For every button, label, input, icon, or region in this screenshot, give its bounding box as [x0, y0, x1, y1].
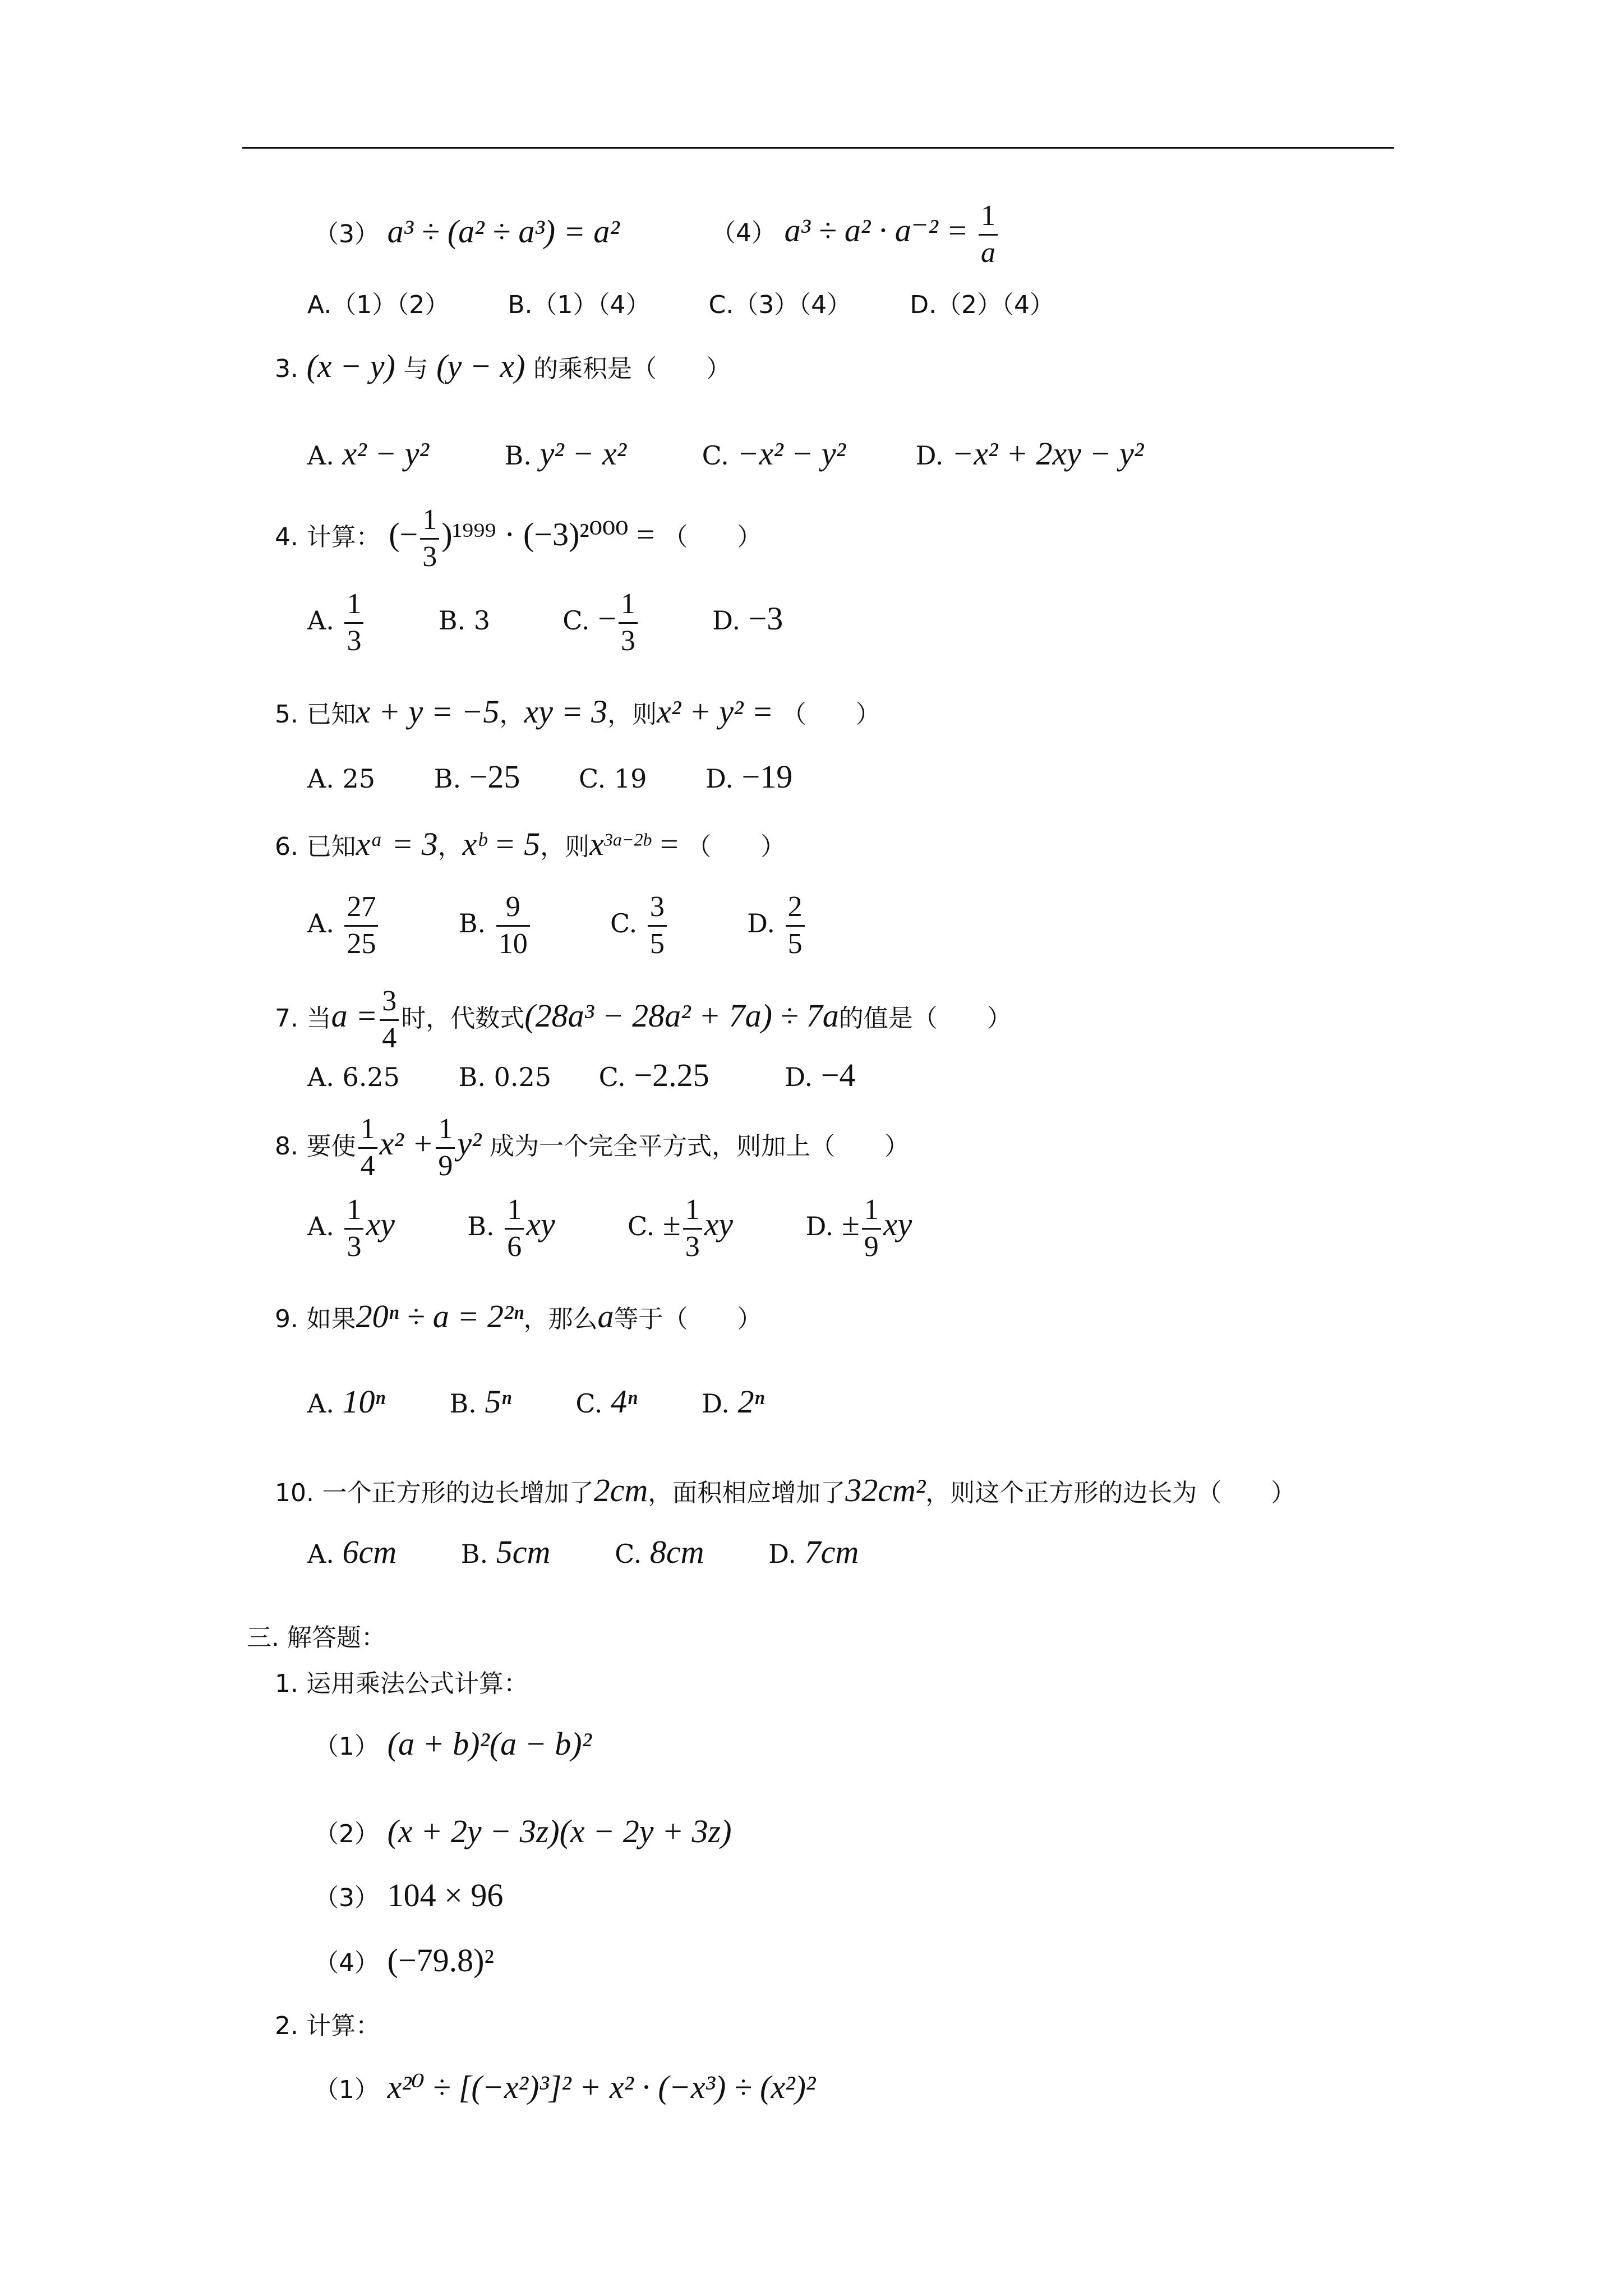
q7-opt-a-label: A. [307, 1062, 334, 1092]
s3-p1-item-1-label: （1） [314, 1732, 379, 1761]
q9-var: a [597, 1298, 614, 1335]
q3-expr-a: (x − y) [306, 348, 395, 384]
q7-opt-a: 6.25 [342, 1062, 400, 1092]
q8-den2: 9 [436, 1147, 455, 1182]
s3-p1-item-2-label: （2） [314, 1820, 379, 1848]
q5-options [307, 758, 793, 795]
q3-stem [275, 350, 731, 383]
q4-expr-post: )¹⁹⁹⁹ · (−3)²⁰⁰⁰ = [441, 516, 655, 553]
q8-opt-a-var: xy [366, 1206, 395, 1243]
q5-stem [275, 693, 880, 730]
q6-expr3-base: x [589, 826, 604, 862]
q6-opt-c-num: 3 [649, 891, 665, 923]
q4-tail: （ ） [663, 523, 762, 552]
q4-opt-b: B. 3 [438, 605, 491, 636]
q5-opt-b: −25 [469, 758, 520, 795]
q8-opt-c-var: xy [704, 1206, 734, 1243]
q8-opt-d-label: D. [805, 1211, 834, 1242]
q10-opt-b-label: B. [460, 1539, 488, 1569]
q4-fraction [420, 505, 439, 572]
q3-opt-d-label: D. [915, 440, 944, 471]
q6-number: 6. [275, 832, 298, 861]
q3-opt-a: x² − y² [342, 435, 429, 472]
q9-expr: 20ⁿ ÷ a = 2²ⁿ [356, 1298, 524, 1335]
q6-opt-b-label: B. [458, 908, 486, 939]
q6-mid: ，则 [540, 832, 590, 861]
q8-opt-d-num: 1 [864, 1194, 879, 1226]
q10-number: 10. [275, 1479, 314, 1507]
q6-opt-c-fraction [648, 892, 667, 959]
q9-stem [275, 1300, 762, 1333]
q9-opt-c: 4ⁿ [611, 1383, 638, 1420]
q2-s4-label: （4） [711, 219, 776, 248]
q6-opt-d-fraction [786, 892, 805, 959]
q3-mid: 与 [403, 355, 428, 383]
q3-opt-b: y² − x² [540, 435, 626, 472]
q4-opt-d: −3 [748, 600, 783, 637]
q7-opt-b: 0.25 [494, 1062, 551, 1092]
q8-opt-c-fraction [683, 1195, 702, 1262]
q6-opt-c-label: C. [610, 908, 638, 939]
s3-p1-item-1-expr: (a + b)²(a − b)² [387, 1726, 592, 1762]
q3-opt-c-label: C. [702, 440, 729, 471]
q5-number: 5. [275, 700, 298, 729]
q6-expr3-eq: = [652, 826, 679, 862]
q7-fraction [380, 986, 399, 1053]
q9-opt-a: 10ⁿ [342, 1383, 385, 1420]
header-rule [242, 147, 1394, 149]
q5-tail: （ ） [781, 700, 880, 729]
q8-fraction-1 [358, 1114, 377, 1181]
q6-tail: （ ） [686, 832, 786, 861]
q9-opt-c-label: C. [575, 1388, 603, 1419]
q9-options [307, 1383, 764, 1420]
q4-opt-c-fraction [619, 589, 638, 656]
q7-expr: (28a³ − 28a² + 7a) ÷ 7a [524, 997, 839, 1034]
q8-opt-d-fraction [862, 1195, 881, 1262]
q4-number: 4. [275, 523, 298, 552]
q10-opt-d: 7cm [804, 1534, 859, 1570]
q7-var: a = [331, 997, 378, 1034]
q9-opt-b-label: B. [449, 1388, 477, 1419]
q2-s4-fraction [979, 201, 998, 268]
q4-num: 1 [422, 504, 437, 536]
q2-option-b: B.（1）（4） [508, 291, 651, 319]
q6-expr3-sup: 3a−2b [603, 829, 652, 850]
q8-stem [275, 1114, 909, 1181]
q2-s4-line [711, 201, 1000, 268]
q4-stem [275, 505, 762, 572]
q7-num: 3 [382, 985, 397, 1017]
q2-s4-den: a [979, 234, 998, 269]
q4-opt-c-label: C. [562, 605, 590, 636]
q8-fraction-2 [436, 1114, 455, 1181]
q8-pre: 要使 [306, 1132, 356, 1161]
q8-den1: 4 [358, 1147, 377, 1182]
q8-opt-a-fraction [344, 1195, 363, 1262]
q6-opt-a-num: 27 [347, 891, 376, 923]
q7-stem [275, 986, 1012, 1053]
q6-pre: 已知 [306, 832, 356, 861]
s3-p2-item-1-expr: x²⁰ ÷ [(−x²)³]² + x² · (−x³) ÷ (x²)² [387, 2069, 816, 2105]
q7-opt-d: −4 [820, 1057, 856, 1093]
q3-opt-c: −x² − y² [737, 435, 846, 472]
q6-opt-d-label: D. [747, 908, 775, 939]
q5-opt-c-label: C. [579, 763, 606, 794]
q5-opt-c: 19 [614, 763, 647, 794]
q6-opt-d-num: 2 [787, 891, 803, 923]
q2-option-c: C.（3）（4） [708, 291, 852, 319]
q2-s3-expr: a³ ÷ (a² ÷ a³) = a² [387, 213, 620, 250]
q4-text: 计算： [306, 523, 381, 552]
q9-opt-d: 2ⁿ [737, 1383, 764, 1420]
q10-opt-c-label: C. [615, 1539, 642, 1569]
s3-p1-item-3 [314, 1879, 503, 1912]
s3-p1-item-2-expr: (x + 2y − 3z)(x − 2y + 3z) [387, 1813, 732, 1849]
q8-opt-a-den: 3 [344, 1228, 363, 1263]
q10-opt-d-label: D. [768, 1539, 797, 1569]
q10-mid: ，面积相应增加了 [648, 1479, 846, 1507]
q8-opt-d-var: xy [883, 1206, 912, 1243]
s3-p2-item-1 [314, 2071, 815, 2104]
q3-opt-d: −x² + 2xy − y² [952, 435, 1144, 472]
q10-v2: 32cm² [845, 1472, 926, 1508]
q8-opt-d-den: 9 [862, 1228, 881, 1263]
q10-opt-a: 6cm [342, 1534, 397, 1570]
section3-p1-title: 1. 运用乘法公式计算： [275, 1669, 528, 1698]
s3-p1-item-3-expr: 104 × 96 [387, 1877, 504, 1913]
q2-sub-line [314, 215, 620, 248]
q5-expr3: x² + y² = [657, 693, 774, 730]
s3-p1-item-3-label: （3） [314, 1884, 379, 1912]
q8-opt-d-sign: ± [841, 1206, 860, 1243]
q2-s4-num: 1 [981, 200, 996, 232]
q7-pre: 当 [306, 1004, 331, 1033]
q7-mid: 时，代数式 [401, 1004, 525, 1033]
q3-expr-b: (y − x) [436, 348, 525, 384]
q5-mid: ，则 [607, 700, 657, 729]
q7-opt-d-label: D. [785, 1062, 813, 1092]
q8-opt-b-den: 6 [505, 1228, 524, 1263]
q4-opt-c-num: 1 [620, 588, 635, 620]
q7-den: 4 [380, 1019, 399, 1054]
q8-options [307, 1195, 912, 1262]
q9-number: 9. [275, 1305, 298, 1333]
q8-opt-b-var: xy [526, 1206, 555, 1243]
q4-opt-d-label: D. [712, 605, 740, 636]
q3-options [307, 435, 1144, 472]
q3-opt-a-label: A. [307, 440, 334, 471]
q5-opt-a: 25 [342, 763, 376, 794]
q10-options [307, 1536, 859, 1568]
q6-expr1: xᵃ = 3 [356, 826, 438, 862]
q4-opt-c-sign: − [598, 600, 616, 637]
section3-p2-title: 2. 计算： [275, 2012, 380, 2040]
q7-number: 7. [275, 1004, 298, 1033]
q6-options [307, 892, 807, 959]
q8-opt-c-den: 3 [683, 1228, 702, 1263]
s3-p1-item-2 [314, 1815, 732, 1848]
q2-s3-label: （3） [314, 220, 379, 249]
q8-opt-c-sign: ± [662, 1206, 681, 1243]
s3-p1-item-4-expr: (−79.8)² [387, 1942, 494, 1978]
q7-tail: 的值是（ ） [838, 1004, 1012, 1033]
q2-s4-expr: a³ ÷ a² · a⁻² = [784, 212, 969, 249]
q8-opt-c-num: 1 [685, 1194, 700, 1226]
q9-mid: ，那么 [523, 1305, 598, 1333]
q5-opt-d-label: D. [706, 763, 734, 794]
q8-opt-b-num: 1 [507, 1194, 522, 1226]
q8-mid1: x² + [379, 1125, 434, 1162]
q6-opt-c-den: 5 [648, 925, 667, 960]
q10-opt-c: 8cm [649, 1534, 704, 1570]
q8-num1: 1 [360, 1113, 375, 1145]
q3-opt-b-label: B. [504, 440, 532, 471]
q4-expr-pre: (− [389, 516, 418, 553]
q2-option-d: D.（2）（4） [910, 291, 1055, 319]
q5-expr2: xy = 3 [524, 693, 608, 730]
q8-number: 8. [275, 1132, 298, 1161]
q10-tail: ，则这个正方形的边长为（ ） [925, 1479, 1296, 1507]
q3-number: 3. [275, 355, 298, 383]
q3-tail: 的乘积是（ ） [533, 355, 731, 383]
q4-opt-a-label: A. [307, 605, 334, 636]
q4-opt-a-fraction [344, 589, 363, 656]
q10-pre: 一个正方形的边长增加了 [322, 1479, 594, 1507]
q4-opt-a-den: 3 [344, 622, 363, 657]
q8-opt-a-num: 1 [347, 1194, 362, 1226]
q10-opt-a-label: A. [307, 1539, 334, 1569]
q5-opt-a-label: A. [307, 763, 334, 794]
s3-p2-item-1-label: （1） [314, 2076, 379, 2104]
s3-p1-item-1 [314, 1728, 592, 1760]
s3-p1-item-4-label: （4） [314, 1949, 379, 1977]
q6-sep: ， [437, 832, 463, 861]
q10-opt-b: 5cm [496, 1534, 551, 1570]
q6-opt-a-den: 25 [344, 925, 378, 960]
q2-option-a: A.（1）（2） [307, 291, 450, 319]
q6-expr2: xᵇ = 5 [462, 826, 541, 862]
q6-stem [275, 828, 785, 861]
q8-opt-a-label: A. [307, 1211, 334, 1242]
q5-sep: ， [499, 700, 524, 729]
s3-p1-item-4 [314, 1944, 494, 1977]
q8-mid2: y² [457, 1125, 482, 1162]
q8-opt-c-label: C. [628, 1211, 655, 1242]
q8-opt-b-label: B. [467, 1211, 495, 1242]
q8-tail: 成为一个完全平方式，则加上（ ） [490, 1132, 910, 1161]
q5-pre: 已知 [306, 700, 356, 729]
q9-tail: 等于（ ） [614, 1305, 762, 1333]
q7-options [307, 1059, 856, 1092]
q4-den: 3 [420, 538, 439, 573]
q9-opt-b: 5ⁿ [485, 1383, 511, 1420]
section3-title: 三. 解答题： [247, 1623, 386, 1652]
q7-opt-c-label: C. [598, 1062, 626, 1092]
q6-opt-a-label: A. [307, 908, 334, 939]
q7-opt-c: −2.25 [634, 1057, 709, 1093]
q9-pre: 如果 [306, 1305, 356, 1333]
q6-opt-d-den: 5 [786, 925, 805, 960]
q4-opt-a-num: 1 [347, 588, 362, 620]
q4-opt-c-den: 3 [619, 622, 638, 657]
q6-opt-b-num: 9 [505, 891, 520, 923]
q10-v1: 2cm [593, 1472, 648, 1508]
q5-opt-b-label: B. [434, 763, 462, 794]
q6-opt-b-den: 10 [496, 925, 530, 960]
q9-opt-d-label: D. [702, 1388, 730, 1419]
q4-options [307, 589, 783, 656]
q6-opt-b-fraction [496, 892, 530, 959]
q5-expr1: x + y = −5 [356, 693, 500, 730]
q8-num2: 1 [438, 1113, 453, 1145]
q7-opt-b-label: B. [458, 1062, 486, 1092]
q8-opt-b-fraction [505, 1195, 524, 1262]
q9-opt-a-label: A. [307, 1388, 334, 1419]
q6-opt-a-fraction [344, 892, 378, 959]
q5-opt-d: −19 [741, 758, 793, 795]
q2-options [307, 293, 1054, 318]
q10-stem [275, 1474, 1295, 1507]
